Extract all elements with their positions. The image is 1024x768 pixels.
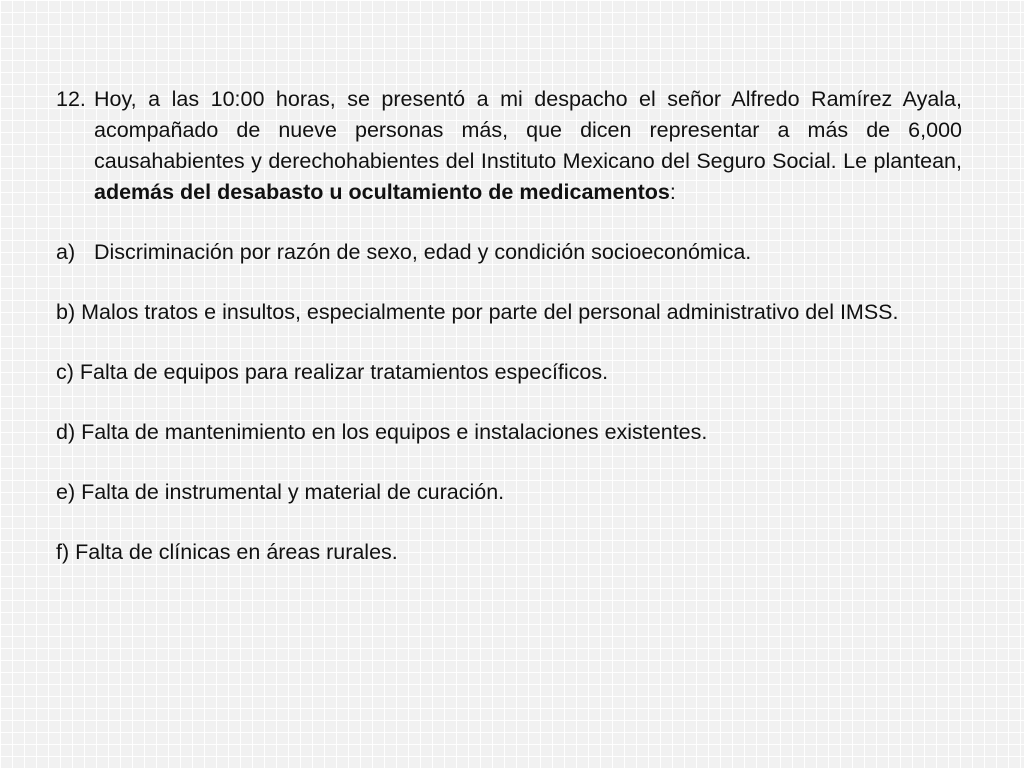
list-item-d: d) Falta de mantenimiento en los equipos e instalaciones existentes. (56, 420, 708, 444)
slide-content (56, 84, 962, 568)
list-item-a (56, 237, 962, 268)
numbered-item-12 (56, 84, 962, 208)
list-item-a-letter: a) (56, 240, 76, 264)
item-number: 12. (56, 87, 86, 111)
item-12-text (94, 84, 962, 208)
list-item-e: e) Falta de instrumental y material de curación. (56, 480, 505, 504)
list-item-a-text: Discriminación por razón de sexo, edad y condición socioeconómica. (94, 240, 752, 264)
item-12-colon: : (669, 180, 676, 204)
item-12-bold-phrase: además del desabasto u ocultamiento de medicamentos (94, 180, 670, 204)
list-item-c: c) Falta de equipos para realizar tratamientos específicos. (56, 360, 609, 384)
list-item-f: f) Falta de clínicas en áreas rurales. (56, 540, 398, 564)
item-12-body: Hoy, a las 10:00 horas, se presentó a mi despacho el señor Alfredo Ramírez Ayala, acompañado de nueve personas más, que dicen representar a más de 6,000 causahabientes y derechohabientes del Instituto Mexicano del Seguro Social. Le plantean, (94, 87, 962, 173)
list-item-b: b) Malos tratos e insultos, especialmente por parte del personal administrativo del IMSS. (56, 300, 899, 324)
